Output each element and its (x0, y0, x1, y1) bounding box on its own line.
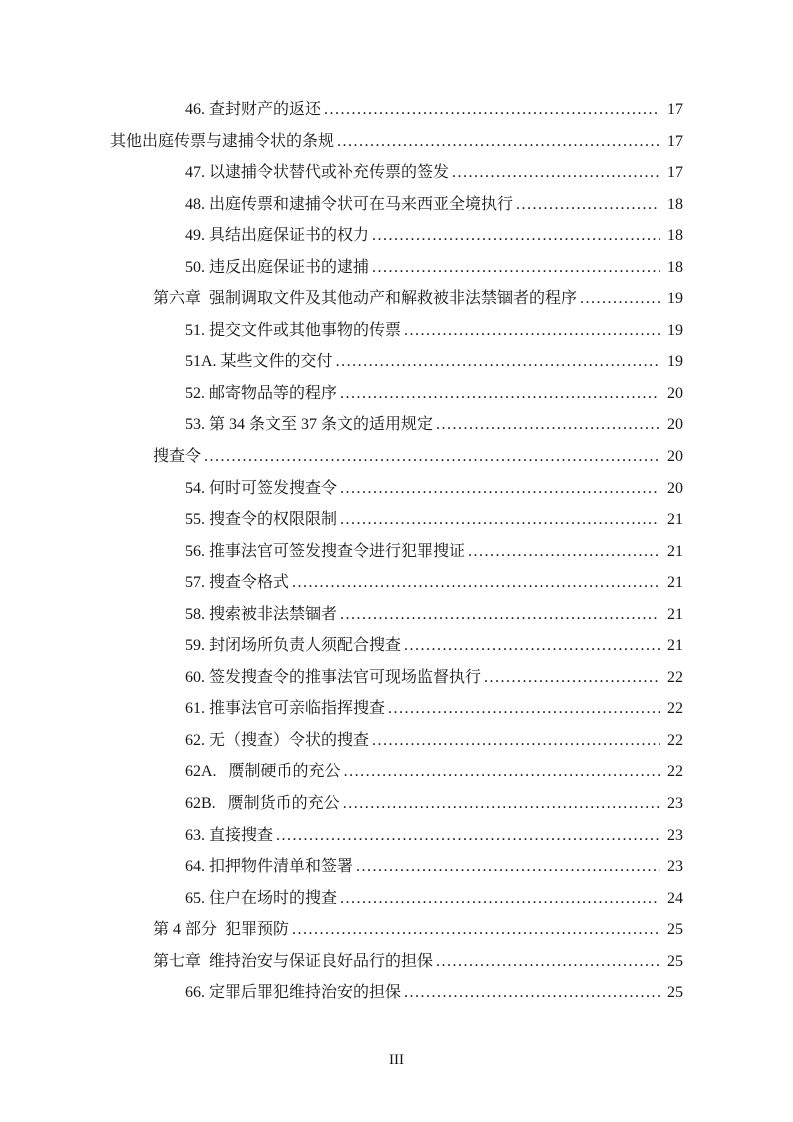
toc-entry (110, 415, 683, 447)
toc-leader-dots (341, 762, 660, 781)
toc-entry (110, 889, 683, 921)
toc-entry-label: 61. 推事法官可亲临指挥搜查 (185, 700, 386, 718)
toc-leader-dots (337, 605, 660, 624)
toc-entry-label: 48. 出庭传票和逮捕令状可在马来西亚全境执行 (185, 195, 514, 213)
toc-entry (110, 195, 683, 227)
toc-entry (110, 952, 683, 984)
toc-entry-label: 51. 提交文件或其他事物的传票 (185, 321, 402, 339)
toc-entry (110, 699, 683, 731)
toc-entry-page: 23 (667, 795, 683, 813)
toc-leader-dots (385, 699, 660, 718)
toc-entry (110, 258, 683, 290)
toc-entry-page: 19 (667, 290, 683, 308)
toc-entry (110, 636, 683, 668)
toc-entry-label: 64. 扣押物件清单和签署 (185, 858, 354, 876)
toc-entry (110, 826, 683, 858)
toc-entry-page: 19 (667, 321, 683, 339)
toc-entry (110, 289, 683, 321)
toc-entry-label: 66. 定罪后罪犯维持治安的担保 (185, 984, 402, 1002)
toc-entry-page: 22 (667, 668, 683, 686)
toc-entry (110, 542, 683, 574)
toc-entry-page: 25 (667, 984, 683, 1002)
toc-entry-page: 21 (667, 511, 683, 529)
toc-entry-label: 其他出庭传票与逮捕令状的条规 (110, 132, 335, 150)
toc-leader-dots (433, 952, 660, 971)
toc-entry (110, 731, 683, 763)
toc-leader-dots (401, 983, 660, 1002)
toc-entry-page: 21 (667, 605, 683, 623)
toc-entry-label: 49. 具结出庭保证书的权力 (185, 227, 370, 245)
toc-entry-label: 62A. 赝制硬币的充公 (185, 763, 341, 781)
toc-entry-page: 25 (667, 952, 683, 970)
toc-entry-page: 18 (667, 227, 683, 245)
toc-entry-label: 第 4 部分 犯罪预防 (153, 921, 290, 939)
toc-entry-page: 17 (667, 164, 683, 182)
toc-leader-dots (289, 920, 660, 939)
toc-entry-label: 56. 推事法官可签发搜查令进行犯罪搜证 (185, 542, 466, 560)
toc-entry-label: 第六章 强制调取文件及其他动产和解救被非法禁锢者的程序 (153, 290, 578, 308)
toc-entry-label: 52. 邮寄物品等的程序 (185, 384, 338, 402)
toc-entry-label: 51A. 某些文件的交付 (185, 353, 333, 371)
toc-entry-page: 20 (667, 416, 683, 434)
toc-entry (110, 794, 683, 826)
toc-entry-label: 63. 直接搜查 (185, 826, 274, 844)
toc-leader-dots (337, 510, 660, 529)
toc-leader-dots (577, 289, 660, 308)
toc-leader-dots (369, 226, 660, 245)
toc-entry-page: 24 (667, 889, 683, 907)
toc-entry-page: 22 (667, 700, 683, 718)
toc-entry (110, 384, 683, 416)
toc-entry (110, 163, 683, 195)
toc-entry-label: 46. 查封财产的返还 (185, 101, 322, 118)
toc-leader-dots (273, 826, 660, 845)
toc-leader-dots (369, 731, 660, 750)
toc-leader-dots (337, 384, 660, 403)
toc-leader-dots (433, 415, 660, 434)
toc (110, 100, 683, 1015)
toc-entry-page: 21 (667, 574, 683, 592)
toc-leader-dots (337, 889, 660, 908)
toc-leader-dots (201, 447, 660, 466)
toc-entry-page: 20 (667, 384, 683, 402)
toc-entry-label: 65. 住户在场时的搜查 (185, 889, 338, 907)
toc-entry (110, 983, 683, 1015)
toc-entry-page: 17 (667, 101, 683, 118)
toc-entry (110, 479, 683, 511)
toc-entry-page: 25 (667, 921, 683, 939)
toc-entry-label: 搜查令 (153, 448, 202, 466)
toc-entry-label: 60. 签发搜查令的推事法官可现场监督执行 (185, 668, 482, 686)
toc-entry-label: 55. 搜查令的权限限制 (185, 511, 338, 529)
toc-leader-dots (353, 857, 660, 876)
toc-leader-dots (337, 479, 660, 498)
toc-entry-page: 22 (667, 763, 683, 781)
toc-entry-label: 62B. 赝制货币的充公 (185, 795, 340, 813)
toc-entry-label: 47. 以逮捕令状替代或补充传票的签发 (185, 164, 450, 182)
toc-entry (110, 605, 683, 637)
toc-entry-label: 59. 封闭场所负责人须配合搜查 (185, 637, 402, 655)
toc-entry-label: 53. 第 34 条文至 37 条文的适用规定 (185, 416, 434, 434)
toc-entry (110, 447, 683, 479)
toc-entry (110, 573, 683, 605)
toc-leader-dots (333, 352, 660, 371)
toc-leader-dots (321, 100, 660, 119)
page-footer (0, 1052, 793, 1068)
toc-entry-page: 18 (667, 195, 683, 213)
toc-entry-label: 50. 违反出庭保证书的逮捕 (185, 258, 370, 276)
toc-entry (110, 510, 683, 542)
toc-leader-dots (401, 321, 660, 340)
toc-leader-dots (340, 794, 660, 813)
toc-entry (110, 762, 683, 794)
toc-entry-label: 第七章 维持治安与保证良好品行的担保 (153, 952, 434, 970)
toc-entry-label: 62. 无（搜查）令状的搜查 (185, 731, 370, 749)
toc-entry (110, 352, 683, 384)
toc-entry (110, 920, 683, 952)
page-number: III (389, 1052, 404, 1068)
toc-entry (110, 226, 683, 258)
toc-entry (110, 321, 683, 353)
toc-leader-dots (401, 636, 660, 655)
toc-leader-dots (481, 668, 660, 687)
toc-leader-dots (465, 542, 660, 561)
toc-leader-dots (334, 132, 660, 151)
toc-entry-label: 58. 搜索被非法禁锢者 (185, 605, 338, 623)
toc-entry-page: 21 (667, 542, 683, 560)
toc-leader-dots (513, 195, 660, 214)
toc-leader-dots (289, 573, 660, 592)
toc-entry-page: 23 (667, 858, 683, 876)
toc-entry-label: 57. 搜查令格式 (185, 574, 290, 592)
toc-entry-page: 22 (667, 731, 683, 749)
toc-entry-page: 21 (667, 637, 683, 655)
toc-entry-page: 18 (667, 258, 683, 276)
toc-entry (110, 857, 683, 889)
toc-entry-page: 17 (667, 132, 683, 150)
toc-entry-page: 23 (667, 826, 683, 844)
toc-entry-label: 54. 何时可签发搜查令 (185, 479, 338, 497)
toc-leader-dots (449, 163, 660, 182)
toc-entry (110, 100, 683, 132)
toc-leader-dots (369, 258, 660, 277)
toc-entry (110, 668, 683, 700)
toc-entry (110, 132, 683, 164)
toc-entry-page: 20 (667, 479, 683, 497)
toc-entry-page: 19 (667, 353, 683, 371)
toc-entry-page: 20 (667, 448, 683, 466)
